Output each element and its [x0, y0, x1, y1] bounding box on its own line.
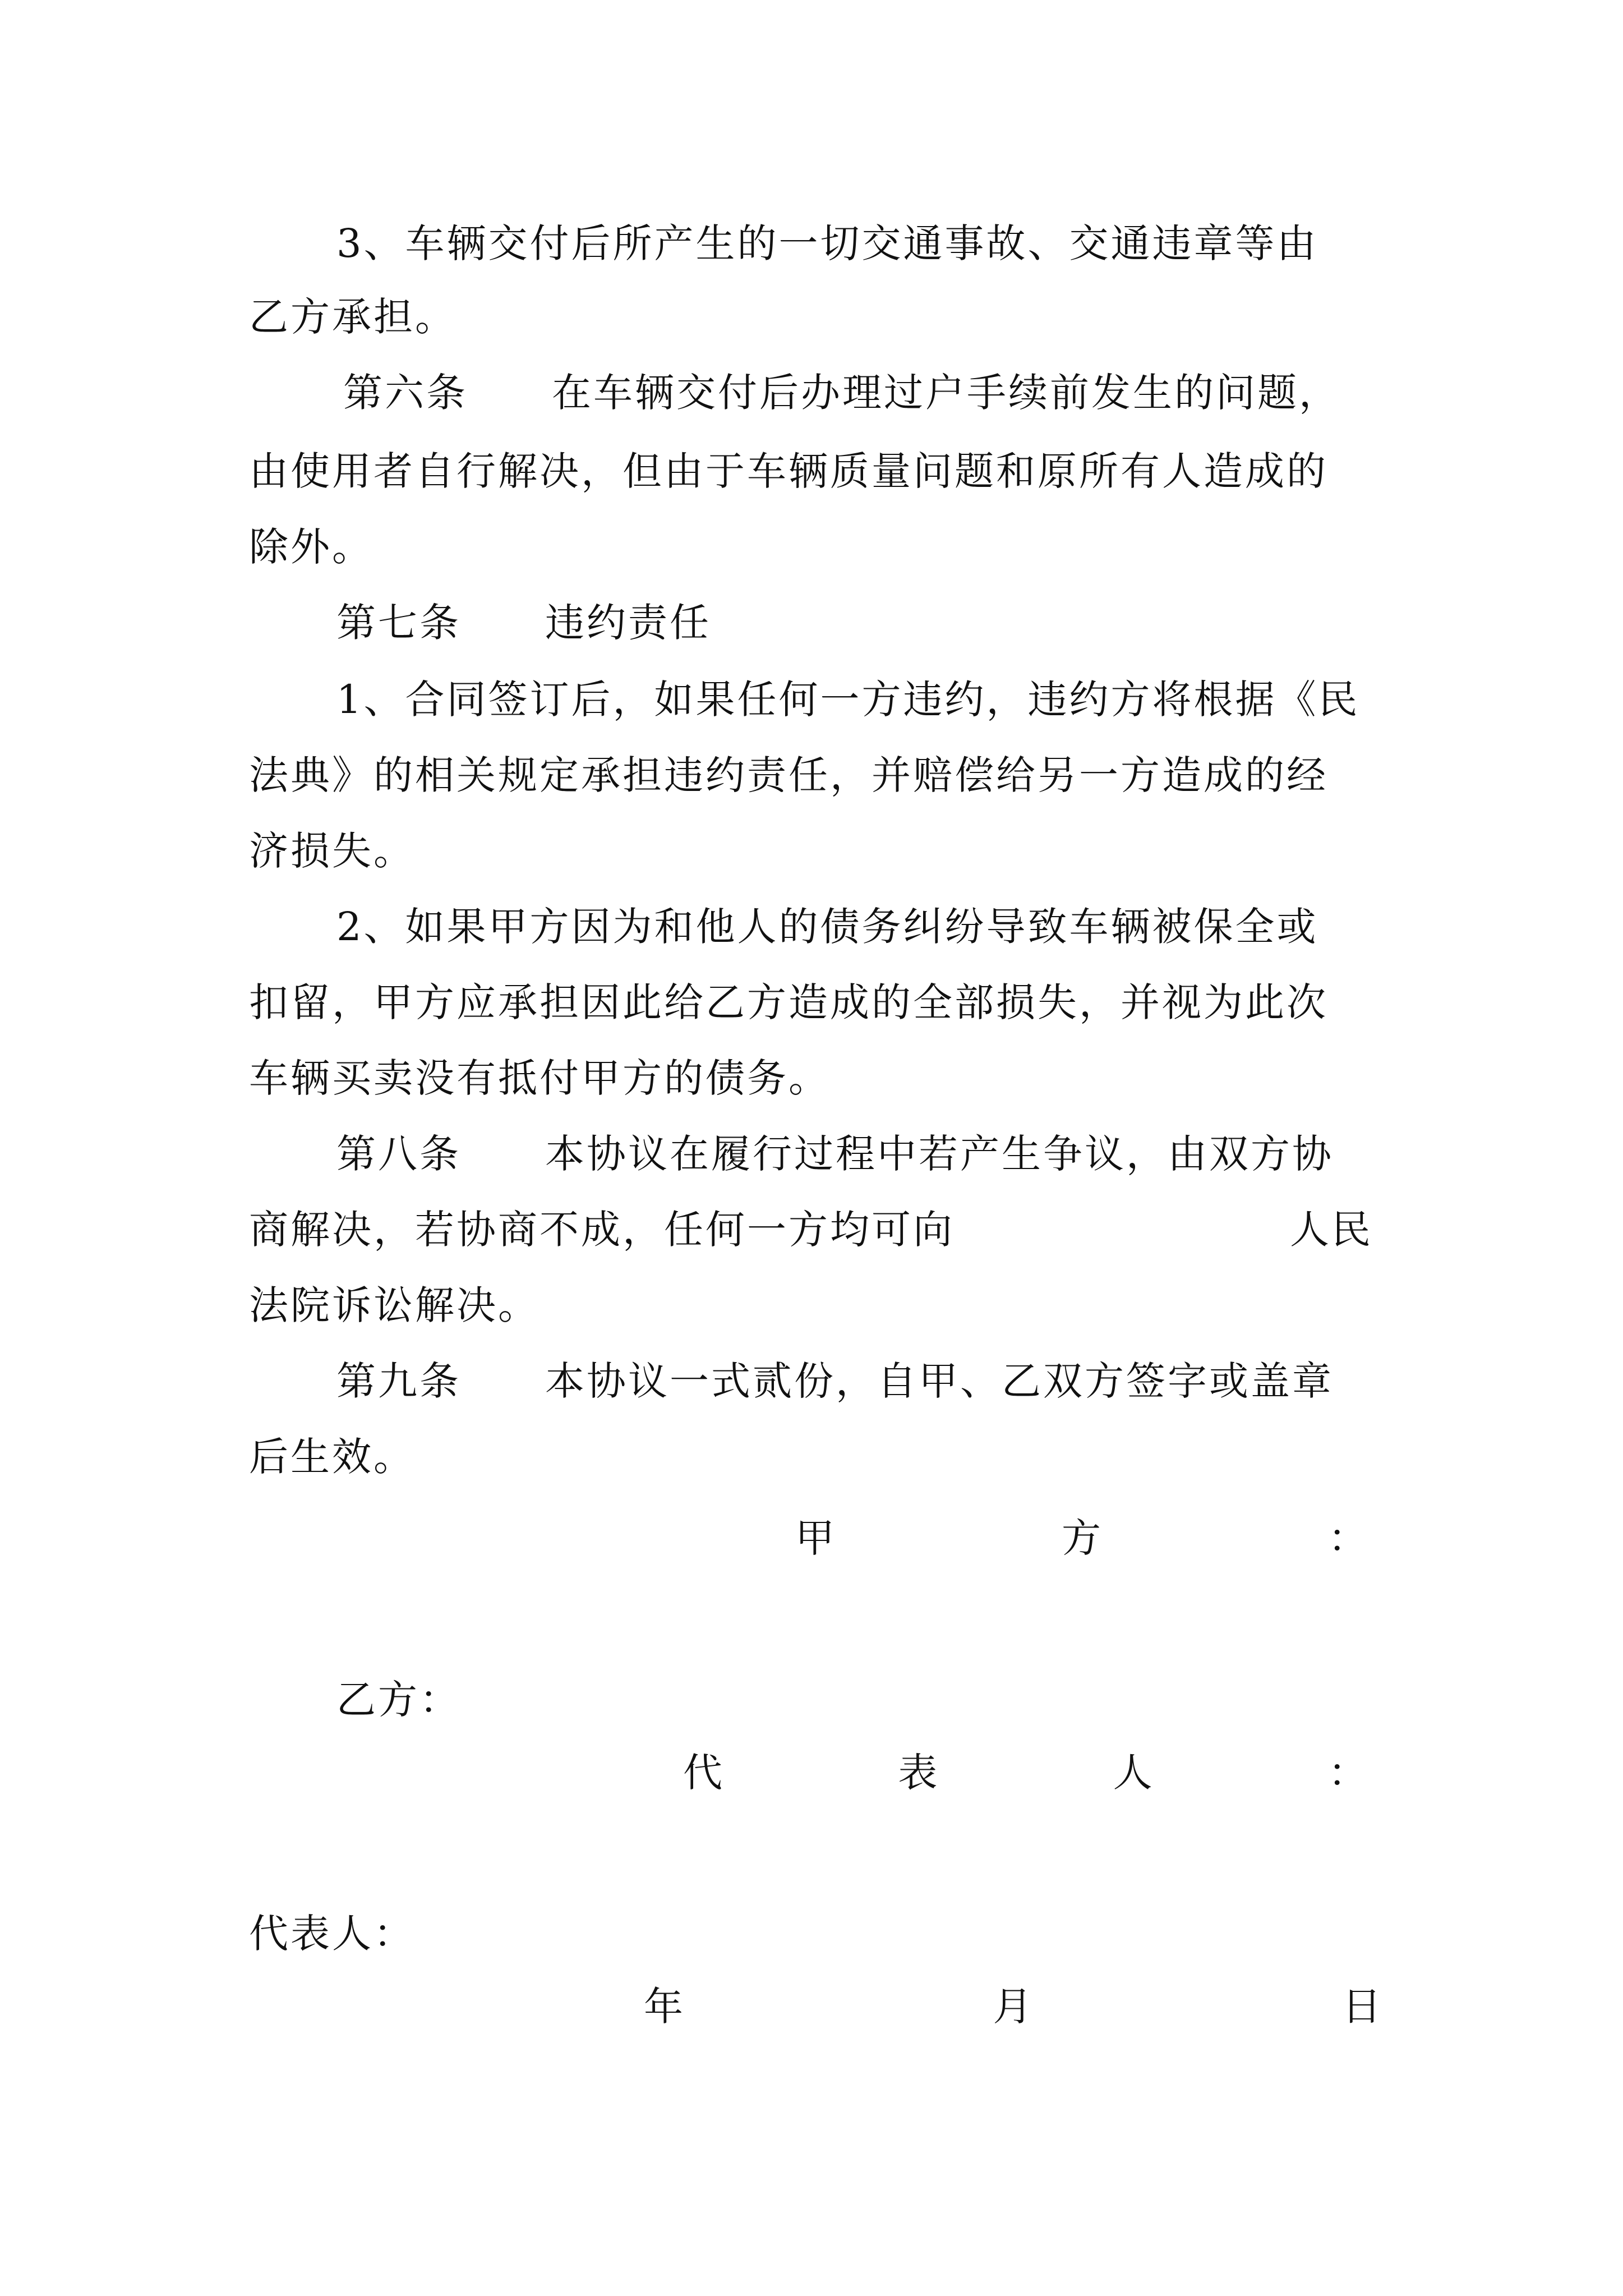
clause5-item3-line2: 乙方承担。 [249, 294, 457, 340]
article7-label: 第七条 [336, 600, 461, 646]
article8-line3: 法院诉讼解决。 [249, 1282, 540, 1328]
date-month: 月 [993, 1984, 1032, 2030]
article7-heading [336, 599, 711, 646]
signature-date [644, 1983, 1381, 2030]
article7-item1-line3: 济损失。 [249, 828, 415, 874]
article6-line1 [343, 369, 1340, 416]
article9-line2: 后生效。 [249, 1434, 415, 1480]
representative-a-label [683, 1749, 1367, 1796]
party-a-char-2: 方 [1062, 1515, 1101, 1561]
article7-item2-line2: 扣留，甲方应承担因此给乙方造成的全部损失，并视为此次 [249, 979, 1328, 1025]
article6-line3: 除外。 [249, 524, 374, 570]
party-a-char-1: 甲 [795, 1515, 834, 1561]
rep-a-char-2: 表 [898, 1750, 938, 1796]
date-year: 年 [644, 1984, 683, 2030]
article9-text-line1: 本协议一式贰份，自甲、乙双方签字或盖章 [545, 1358, 1334, 1404]
article8-label: 第八条 [336, 1131, 461, 1177]
rep-a-char-1: 代 [683, 1750, 722, 1796]
article6-text-line1: 在车辆交付后办理过户手续前发生的问题， [552, 370, 1340, 416]
article8-text-line1: 本协议在履行过程中若产生争议，由双方协 [545, 1131, 1334, 1177]
rep-a-char-3: 人 [1113, 1750, 1152, 1796]
clause5-item3-line1: 3、车辆交付后所产生的一切交通事故、交通违章等由 [336, 220, 1318, 266]
article6-label: 第六条 [343, 370, 468, 416]
article9-line1 [336, 1358, 1334, 1405]
party-a-label [795, 1515, 1367, 1562]
article7-item1-line2: 法典》的相关规定承担违约责任，并赔偿给另一方造成的经 [249, 752, 1328, 798]
representative-b-label: 代表人： [249, 1911, 415, 1957]
date-day: 日 [1342, 1984, 1381, 2030]
article7-item1-line1: 1、合同签订后，如果任何一方违约，违约方将根据《民 [336, 677, 1360, 723]
party-a-colon: ： [1328, 1515, 1367, 1561]
article7-item2-line1: 2、如果甲方因为和他人的债务纠纷导致车辆被保全或 [336, 904, 1318, 950]
article8-line2a: 商解决，若协商不成，任何一方均可向 [249, 1207, 955, 1253]
article8-line1 [336, 1130, 1334, 1177]
article7-item2-line3: 车辆买卖没有抵付甲方的债务。 [249, 1055, 830, 1101]
article6-line2: 由使用者自行解决，但由于车辆质量问题和原所有人造成的 [249, 448, 1328, 494]
article7-title: 违约责任 [545, 600, 711, 646]
rep-a-colon: ： [1327, 1750, 1367, 1796]
party-b-label: 乙方： [336, 1677, 461, 1723]
article8-line2b: 人民 [1290, 1207, 1373, 1253]
article9-label: 第九条 [336, 1358, 461, 1404]
